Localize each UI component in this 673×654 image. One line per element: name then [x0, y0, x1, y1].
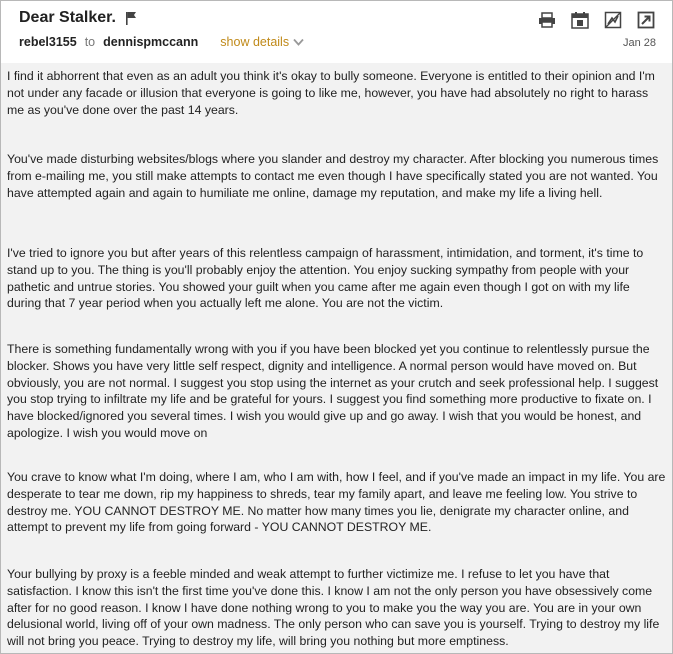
email-meta [19, 35, 304, 49]
open-in-new-window-button[interactable] [636, 10, 656, 30]
body-paragraph: You've made disturbing websites/blogs where you slander and destroy my character. After blocking you numerous times from e-mailing me, you still make attempts to contact me even though I have specifically stated you are not wanted. You have attempted again and again to humiliate me online, damage my reputation, and make my life a living hell. [7, 152, 659, 200]
email-subject [19, 9, 137, 27]
body-paragraph: Your bullying by proxy is a feeble minded and weak attempt to further victimize me. I refuse to let you have that satisfaction. I know this isn't the first time you've done this. I know I am not the only person you have obsessively come after for no good reason. I know I have done nothing wrong to you to make you the way you are. You are in your own delusional world, living off of your own madness. The only person who can save you is yourself. Trying to destroy my life will not bring you peace. Trying to destroy my life, will bring you nothing but more emptiness. [7, 567, 660, 649]
hide-images-button[interactable] [603, 10, 623, 30]
new-window-icon [637, 11, 655, 29]
message-date: Jan 28 [622, 37, 656, 49]
sender-name[interactable]: rebel3155 [19, 35, 77, 49]
add-to-calendar-button[interactable] [570, 10, 590, 30]
chevron-down-icon [293, 38, 304, 46]
print-icon [538, 12, 556, 28]
email-header [1, 1, 672, 63]
body-paragraph: There is something fundamentally wrong with you if you have been blocked yet you continue to relentlessly pursue the blocker. Shows you have very little self respect, dignity and intelligence. A normal person would have moved on. But obviously, you are not normal. I suggest you stop using the internet as your crutch and seek professional help. I suggest you stop trying to infiltrate my life and be grateful for yours. I suggest you find something more productive to fixate on. I have blocked/ignored you several times. I wish you would give up and go away. I wish that you would be honest, and apologize. I wish you would move on [7, 342, 659, 440]
to-label: to [84, 35, 96, 49]
body-paragraph: You crave to know what I'm doing, where I am, who I am with, how I feel, and if you've made an impact in my life. You are desperate to tear me down, rip my happiness to shreds, tear my family apart, and leave me feeling low. You strive to destroy me. YOU CANNOT DESTROY ME. No matter how many times you lie, denigrate my character online, and attempt to prevent my life from going forward - YOU CANNOT DESTROY ME. [7, 470, 666, 535]
message-toolbar [537, 10, 656, 30]
calendar-icon [571, 11, 589, 29]
subject-text: Dear Stalker. [19, 9, 116, 26]
body-paragraph: I find it abhorrent that even as an adult you think it's okay to bully someone. Everyone is entitled to their opinion and I'm not under any facade or illusion that everyone is going to like me, however, you have had absolutely no right to harass me as you've done over the past 14 years. [7, 69, 655, 117]
print-button[interactable] [537, 10, 557, 30]
message-body [1, 63, 672, 653]
no-image-icon [604, 11, 622, 29]
show-details-link[interactable] [220, 35, 304, 49]
body-paragraph: I've tried to ignore you but after years of this relentless campaign of harassment, intimidation, and torment, it's time to stand up to you. The thing is you'll probably enjoy the attention. You enjoy sucking sympathy from people with your pathetic and untrue stories. You showed your guilt when you came after me again even though I got on with my life during that 7 year period when you actually left me alone. You are not the victim. [7, 246, 644, 311]
recipient-name[interactable]: dennispmccann [103, 35, 199, 49]
flag-icon[interactable] [125, 11, 137, 25]
show-details-label: show details [220, 35, 290, 49]
